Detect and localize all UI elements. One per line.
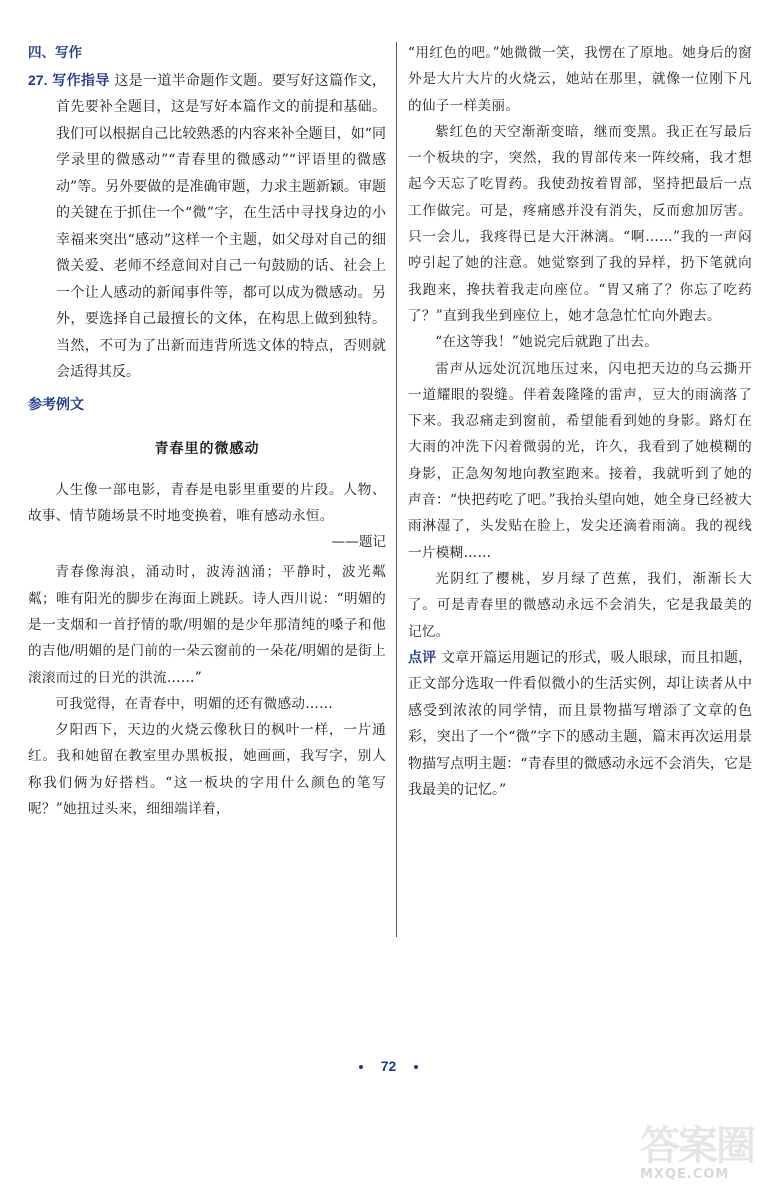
question-label: 写作指导 — [52, 72, 110, 89]
column-divider — [396, 42, 397, 937]
epigraph-note: ——题记 — [331, 534, 386, 551]
watermark-logo — [640, 1125, 765, 1195]
question-guidance: 这是一道半命题作文题。要写好这篇作文，首先要补全题目，这是写好本篇作文的前提和基础。我们可以根据自己比较熟悉的内容来补全题目，如“同学录里的微感动”“青春里的微感动”“评语里的微感动”等。另外要做的是准确审题，力求主题新颖。审题的关键在于抓住一个“微”字，在生活中寻找身边的小幸福来突出“感动”这样一个主题，如父母对自己的细微关爱、老师不经意间对自己一句鼓励的话、社会上一个让人感动的新闻事件等，都可以成为微感动。另外，要选择自己最擅长的文体，在构思上做到独特。当然，不可为了出新而违背所选文体的特点，否则就会适得其反。 — [56, 72, 387, 380]
left-column — [28, 40, 386, 822]
watermark-url: MXQE.COM — [640, 1167, 730, 1182]
essay-paragraph: 紫红色的天空渐渐变暗，继而变黑。我正在写最后一个板块的字，突然，我的胃部传来一阵绞痛，我才想起今天忘了吃胃药。我使劲按着胃部，坚持把最后一点工作做完。可是，疼痛感并没有消失，反而愈加厉害。只一会儿，我疼得已是大汗淋漓。“啊……”我的一声闷哼引起了她的注意。她觉察到了我的异样，扔下笔就向我跑来，搀扶着我走向座位。“胃又痛了？你忘了吃药了？”直到我坐到座位上，她才急急忙忙向外跑去。 — [408, 123, 752, 324]
essay-title: 青春里的微感动 — [154, 441, 260, 457]
comment — [408, 645, 752, 804]
comment-label: 点评 — [408, 649, 437, 666]
essay-paragraph: 光阴红了樱桃，岁月绿了芭蕉，我们，渐渐长大了。可是青春里的微感动永远不会消失，它是我最美的记忆。 — [408, 570, 752, 640]
page-footer — [0, 1058, 777, 1074]
essay-paragraph: 可我觉得，在青春中，明媚的还有微感动…… — [55, 695, 334, 712]
essay-paragraph: 青春像海浪，涌动时，波涛汹涌；平静时，波光粼粼；唯有阳光的脚步在海面上跳跃。诗人西川说：“明媚的是一支烟和一首抒情的歌/明媚的是少年那清纯的嗓子和他的吉他/明媚的是门前的一朵云窗前的一朵花/明媚的是街上滚滚而过的日光的洪流……” — [28, 564, 386, 686]
footer-dot-icon — [359, 1065, 363, 1069]
question-27 — [28, 67, 386, 386]
page-number: 72 — [380, 1058, 397, 1074]
footer-dot-icon — [414, 1065, 418, 1069]
section-heading: 四、写作 — [28, 45, 82, 61]
reference-heading: 参考例文 — [28, 396, 84, 413]
comment-text: 文章开篇运用题记的形式，吸人眼球，而且扣题，正文部分选取一件看似微小的生活实例，却让读者从中感受到浓浓的同学情，而且景物描写增添了文章的色彩，突出了一个“微”字下的感动主题，篇末再次运用景物描写点明主题：“青春里的微感动永远不会消失，它是我最美的记忆。” — [408, 649, 753, 799]
essay-paragraph: “用红色的吧。”她微微一笑，我愣在了原地。她身后的窗外是大片大片的火烧云，她站在那里，就像一位刚下凡的仙子一样美丽。 — [408, 45, 752, 114]
watermark-logo-text: 答案圈 — [640, 1123, 754, 1169]
question-number: 27. — [28, 71, 48, 88]
right-column — [408, 40, 752, 804]
essay-paragraph: “在这等我！”她说完后就跑了出去。 — [435, 334, 659, 351]
essay-paragraph: 夕阳西下，天边的火烧云像秋日的枫叶一样，一片通红。我和她留在教室里办黑板报，她画画，我写字，别人称我们俩为好搭档。“这一板块的字用什么颜色的笔写呢？”她扭过头来，细细端详着， — [28, 722, 386, 818]
essay-paragraph: 雷声从远处沉沉地压过来，闪电把天边的乌云撕开一道耀眼的裂缝。伴着轰隆隆的雷声，豆大的雨滴落了下来。我忍痛走到窗前，希望能看到她的身影。路灯在大雨的冲洗下闪着微弱的光，许久，我看到了她模糊的身影，正急匆匆地向教室跑来。接着，我就听到了她的声音：“快把药吃了吧。”我抬头望向她，她全身已经被大雨淋湿了，头发贴在脸上，发尖还滴着雨滴。我的视线一片模糊…… — [408, 360, 752, 561]
essay-epigraph: 人生像一部电影，青春是电影里重要的片段。人物、故事、情节随场景不时地变换着，唯有感动永恒。 — [28, 481, 386, 524]
